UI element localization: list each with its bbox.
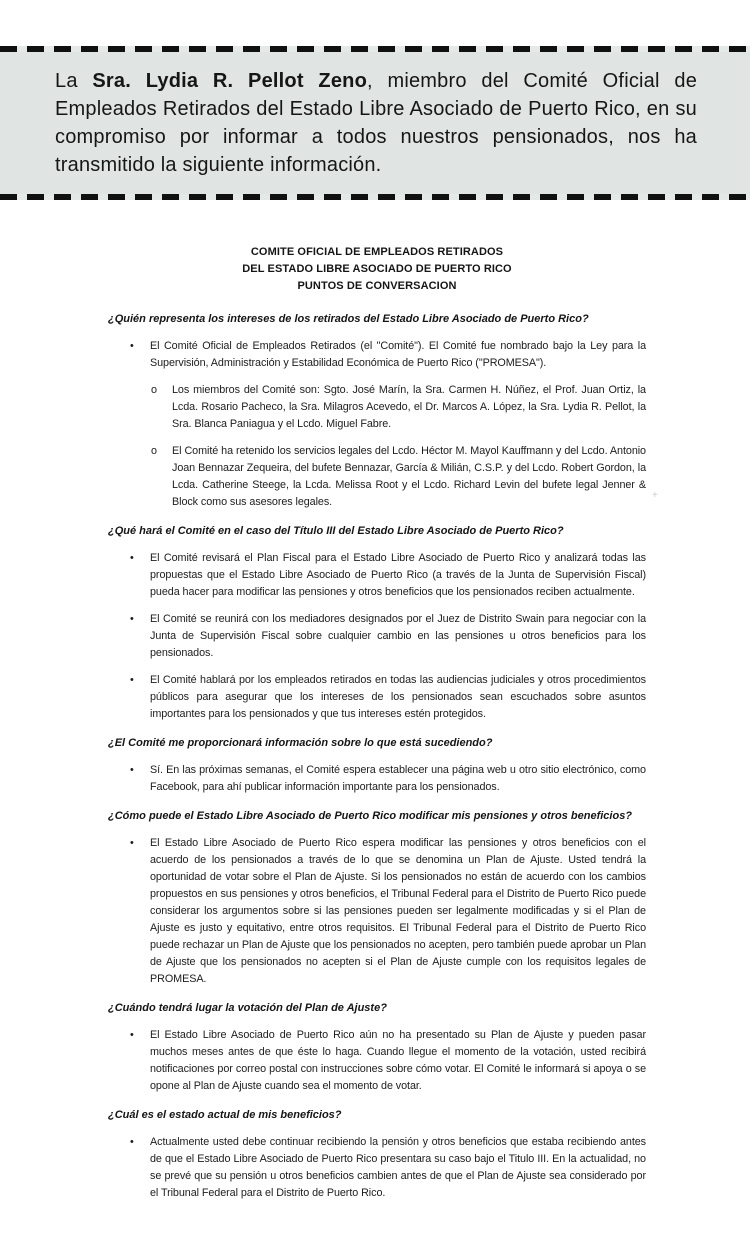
bullet-item <box>130 611 646 662</box>
notice-prefix: La <box>55 70 93 92</box>
disc-bullet-icon: • <box>130 1136 134 1148</box>
notice-person-name: Sra. Lydia R. Pellot Zeno <box>92 70 367 92</box>
question-text: ¿Cómo puede el Estado Libre Asociado de Puerto Rico modificar mis pensiones y otros beneficios? <box>108 810 633 822</box>
bullet-item <box>130 550 646 601</box>
bullet-text: Actualmente usted debe continuar recibiendo la pensión y otros beneficios que estaba recibiendo antes de que el Estado Libre Asociado de Puerto Rico presentara su caso bajo el Titulo III. En la actualidad, no se prevé que su pensión u otros beneficios cambien antes de que el Plan de Ajuste sea considerado por el Tribunal Federal para el Distrito de Puerto Rico. <box>150 1136 646 1199</box>
memo-title-line-1: COMITE OFICIAL DE EMPLEADOS RETIRADOS <box>250 246 504 258</box>
faq-section <box>108 735 646 796</box>
circle-bullet-icon: o <box>151 384 157 396</box>
faq-section <box>108 808 646 988</box>
notice-body <box>0 52 750 194</box>
notice-box <box>0 46 750 200</box>
scan-artifact: + <box>652 490 658 501</box>
bullet-item <box>130 762 646 796</box>
bullet-item <box>130 1027 646 1095</box>
disc-bullet-icon: • <box>130 1029 134 1041</box>
bullet-text: El Comité se reunirá con los mediadores designados por el Juez de Distrito Swain para negociar con la Junta de Supervisión Fiscal sobre cualquier cambio en las pensiones u otros beneficios para los pensionados. <box>150 613 646 659</box>
bullet-text: El Estado Libre Asociado de Puerto Rico aún no ha presentado su Plan de Ajuste y pueden pasar muchos meses antes de que éste lo haga. Cuando llegue el momento de la votación, usted recibirá notificaciones por correo postal con instrucciones sobre cómo votar. El Comité le informará si apoya o se opone al Plan de Ajuste cuando sea el momento de votar. <box>150 1029 646 1092</box>
question-text: ¿Quién representa los intereses de los retirados del Estado Libre Asociado de Puerto Rico? <box>108 313 589 325</box>
faq-section <box>108 523 646 723</box>
bullet-item <box>130 1134 646 1202</box>
memo-title-line-2: DEL ESTADO LIBRE ASOCIADO DE PUERTO RICO <box>242 263 512 275</box>
notice-suffix: , miembro del Comité Oficial de Empleados Retirados del Estado Libre Asociado de Puerto Rico, en su compromiso por informar a todos nuestros pensionados, nos ha transmitido la siguiente información. <box>55 70 698 176</box>
bullet-text: El Comité revisará el Plan Fiscal para el Estado Libre Asociado de Puerto Rico y analizará todas las propuestas que el Estado Libre Asociado de Puerto Rico (a través de la Junta de Supervisión Fiscal) pueda hacer para modificar las pensiones y otros beneficios que los pensionados reciben actualmente. <box>150 552 646 598</box>
bullet-text: El Comité Oficial de Empleados Retirados (el "Comité"). El Comité fue nombrado bajo la Ley para la Supervisión, Administración y Estabilidad Económica de Puerto Rico ("PROMESA"). <box>150 340 646 369</box>
disc-bullet-icon: • <box>130 674 134 686</box>
sub-bullet-item <box>151 382 646 433</box>
memo-title-line-3: PUNTOS DE CONVERSACION <box>297 280 457 292</box>
bullet-text: El Comité hablará por los empleados retirados en todas las audiencias judiciales y otros procedimientos públicos para asegurar que los intereses de los pensionados sean escuchados sobre asuntos importantes para los pensionados y que tus intereses estén protegidos. <box>150 674 646 720</box>
question-text: ¿Cuándo tendrá lugar la votación del Plan de Ajuste? <box>108 1002 387 1014</box>
notice-text <box>55 67 697 179</box>
faq-section <box>108 1000 646 1095</box>
disc-bullet-icon: • <box>130 552 134 564</box>
disc-bullet-icon: • <box>130 764 134 776</box>
sub-bullet-item <box>151 443 646 511</box>
bullet-text: El Estado Libre Asociado de Puerto Rico espera modificar las pensiones y otros beneficios con el acuerdo de los pensionados a través de lo que se denomina un Plan de Ajuste. Usted tendrá la oportunidad de votar sobre el Plan de Ajuste. Si los pensionados no están de acuerdo con los cambios propuestos en sus pensiones y otros beneficios, el Tribunal Federal para el Distrito de Puerto Rico puede considerar los argumentos sobre si las pensiones pueden ser legalmente modificadas y si el Plan de Ajuste es justo y equitativo, entre otros requisitos. El Tribunal Federal para el Distrito de Puerto Rico puede rechazar un Plan de Ajuste que los pensionados no acepten, pero también puede aprobar un Plan de Ajuste que los pensionados no acepten si el Plan de Ajuste cumple con los requisitos legales de PROMESA. <box>150 837 646 985</box>
faq-section <box>108 1107 646 1202</box>
bullet-text: Los miembros del Comité son: Sgto. José Marín, la Sra. Carmen H. Núñez, el Prof. Juan Ortiz, la Lcda. Rosario Pacheco, la Sra. Milagros Acevedo, el Dr. Marcos A. López, la Sra. Lydia R. Pellot, la Sra. Blanca Paniagua y el Lcdo. Miguel Fabre. <box>172 384 646 430</box>
memo-title <box>108 244 646 295</box>
question-text: ¿Cuál es el estado actual de mis beneficios? <box>108 1109 342 1121</box>
bullet-text: Sí. En las próximas semanas, el Comité espera establecer una página web u otro sitio electrónico, como Facebook, para ahí publicar información importante para los pensionados. <box>150 764 646 793</box>
question-text: ¿El Comité me proporcionará información sobre lo que está sucediendo? <box>108 737 493 749</box>
faq-section <box>108 311 646 511</box>
disc-bullet-icon: • <box>130 340 134 352</box>
disc-bullet-icon: • <box>130 613 134 625</box>
bullet-item <box>130 672 646 723</box>
bullet-item <box>130 338 646 372</box>
circle-bullet-icon: o <box>151 445 157 457</box>
disc-bullet-icon: • <box>130 837 134 849</box>
question-text: ¿Qué hará el Comité en el caso del Título III del Estado Libre Asociado de Puerto Rico? <box>108 525 564 537</box>
memo-body <box>0 200 750 1202</box>
faq-sections <box>108 311 646 1202</box>
bullet-item <box>130 835 646 988</box>
bullet-text: El Comité ha retenido los servicios legales del Lcdo. Héctor M. Mayol Kauffmann y del Lcdo. Antonio Joan Bennazar Zequeira, del bufete Bennazar, García & Milián, C.S.P. y del Lcdo. Robert Gordon, la Lcda. Catherine Steege, la Lcda. Melissa Root y el Lcdo. Richard Levin del bufete legal Jenner & Block como sus asesores legales. <box>172 445 646 508</box>
